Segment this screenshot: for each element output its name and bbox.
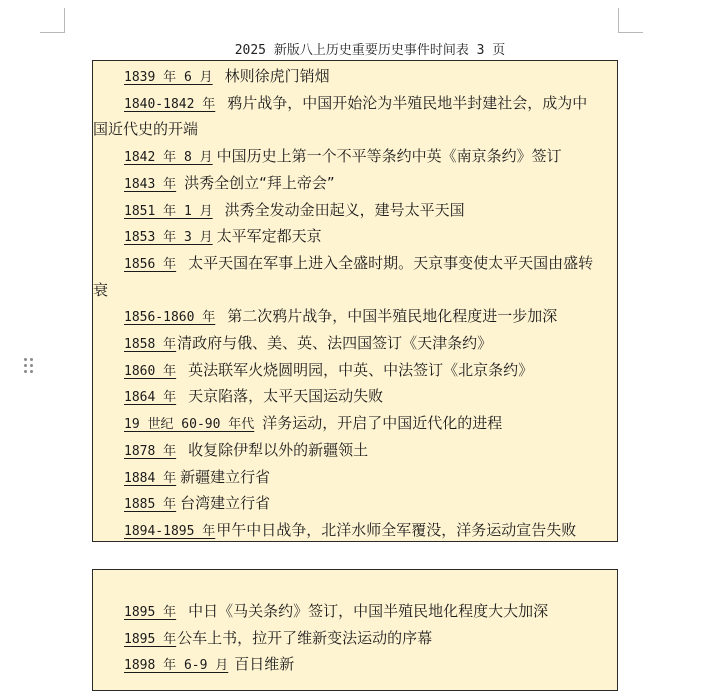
event-date: 1858 年 — [124, 337, 177, 352]
event-date: 1856-1860 年 — [124, 310, 216, 326]
event-description: 中国历史上第一个不平等条约中英《南京条约》签订 — [216, 147, 562, 166]
event-description-continued: 国近代史的开端 — [93, 120, 199, 139]
event-description: 新疆建立行省 — [180, 467, 271, 486]
timeline-entry — [93, 625, 648, 653]
timeline-table-page-2 — [92, 569, 618, 691]
event-date: 1885 年 — [124, 497, 177, 513]
event-date: 1851 年 1 月 — [124, 203, 213, 219]
timeline-entry — [93, 437, 648, 465]
event-description: 洪秀全发动金田起义，建号太平天国 — [224, 200, 465, 219]
timeline-entry — [93, 598, 648, 626]
event-description: 中日《马关条约》签订，中国半殖民地化程度大大加深 — [188, 602, 549, 620]
timeline-entry — [93, 517, 648, 545]
event-date: 1898 年 6-9 月 — [124, 658, 229, 674]
event-description: 太平军定都天京 — [216, 227, 322, 246]
event-description: 太平天国在军事上进入全盛时期。天京事变使太平天国由盛转 — [188, 253, 594, 272]
event-description: 天京陷落，太平天国运动失败 — [188, 387, 384, 406]
timeline-entry — [93, 383, 648, 411]
timeline-entry — [93, 197, 648, 225]
timeline-entry — [93, 63, 648, 91]
event-date: 1878 年 — [124, 443, 177, 459]
event-description: 清政府与俄、美、英、法四国签订《天津条约》 — [177, 334, 493, 352]
page-header: 2025 新版八上历史重要历史事件时间表 3 页 — [234, 43, 506, 58]
timeline-entry — [93, 410, 648, 438]
event-date: 1884 年 — [124, 470, 177, 486]
drag-handle-icon[interactable] — [23, 358, 35, 376]
timeline-entry — [93, 170, 648, 198]
event-description: 洪秀全创立“拜上帝会” — [184, 173, 335, 192]
event-date: 1843 年 — [124, 176, 177, 192]
event-description: 百日维新 — [234, 655, 295, 674]
timeline-entry — [93, 330, 648, 358]
event-description: 收复除伊犁以外的新疆领土 — [188, 440, 369, 459]
event-description: 英法联军火烧圆明园，中英、中法签订《北京条约》 — [188, 360, 534, 379]
event-date: 1864 年 — [124, 390, 177, 406]
event-description: 鸦片战争，中国开始沦为半殖民地半封建社会，成为中 — [227, 93, 588, 112]
crop-mark-top-left — [40, 8, 65, 33]
event-description: 第二次鸦片战争，中国半殖民地化程度进一步加深 — [227, 307, 558, 326]
timeline-entry — [93, 143, 648, 171]
timeline-entry — [93, 464, 648, 492]
event-date: 1840-1842 年 — [124, 96, 216, 112]
timeline-entry — [93, 223, 648, 251]
timeline-entry — [93, 303, 648, 331]
crop-mark-top-right — [618, 8, 643, 33]
event-description: 甲午中日战争，北洋水师全军覆没，洋务运动宣告失败 — [216, 520, 577, 539]
event-date: 1853 年 3 月 — [124, 230, 213, 246]
event-description-continued: 衰 — [93, 280, 109, 299]
event-date: 1894-1895 年 — [124, 523, 216, 539]
timeline-table-page-1 — [92, 60, 618, 542]
event-date: 1895 年 — [124, 605, 177, 620]
event-description: 洋务运动，开启了中国近代化的进程 — [262, 414, 503, 433]
timeline-entry — [93, 357, 648, 385]
timeline-entry — [93, 90, 648, 118]
event-description: 台湾建立行省 — [180, 494, 271, 513]
event-date: 1860 年 — [124, 363, 177, 379]
timeline-entry — [93, 250, 648, 278]
event-date: 1856 年 — [124, 256, 177, 272]
timeline-entry — [93, 651, 648, 679]
event-description: 公车上书，拉开了维新变法运动的序幕 — [177, 628, 433, 647]
event-date: 1895 年 — [124, 631, 177, 647]
event-date: 19 世纪 60-90 年代 — [124, 417, 255, 433]
event-description: 林则徐虎门销烟 — [224, 67, 330, 85]
event-date: 1839 年 6 月 — [124, 70, 213, 85]
timeline-entry — [93, 490, 648, 518]
event-date: 1842 年 8 月 — [124, 150, 213, 166]
